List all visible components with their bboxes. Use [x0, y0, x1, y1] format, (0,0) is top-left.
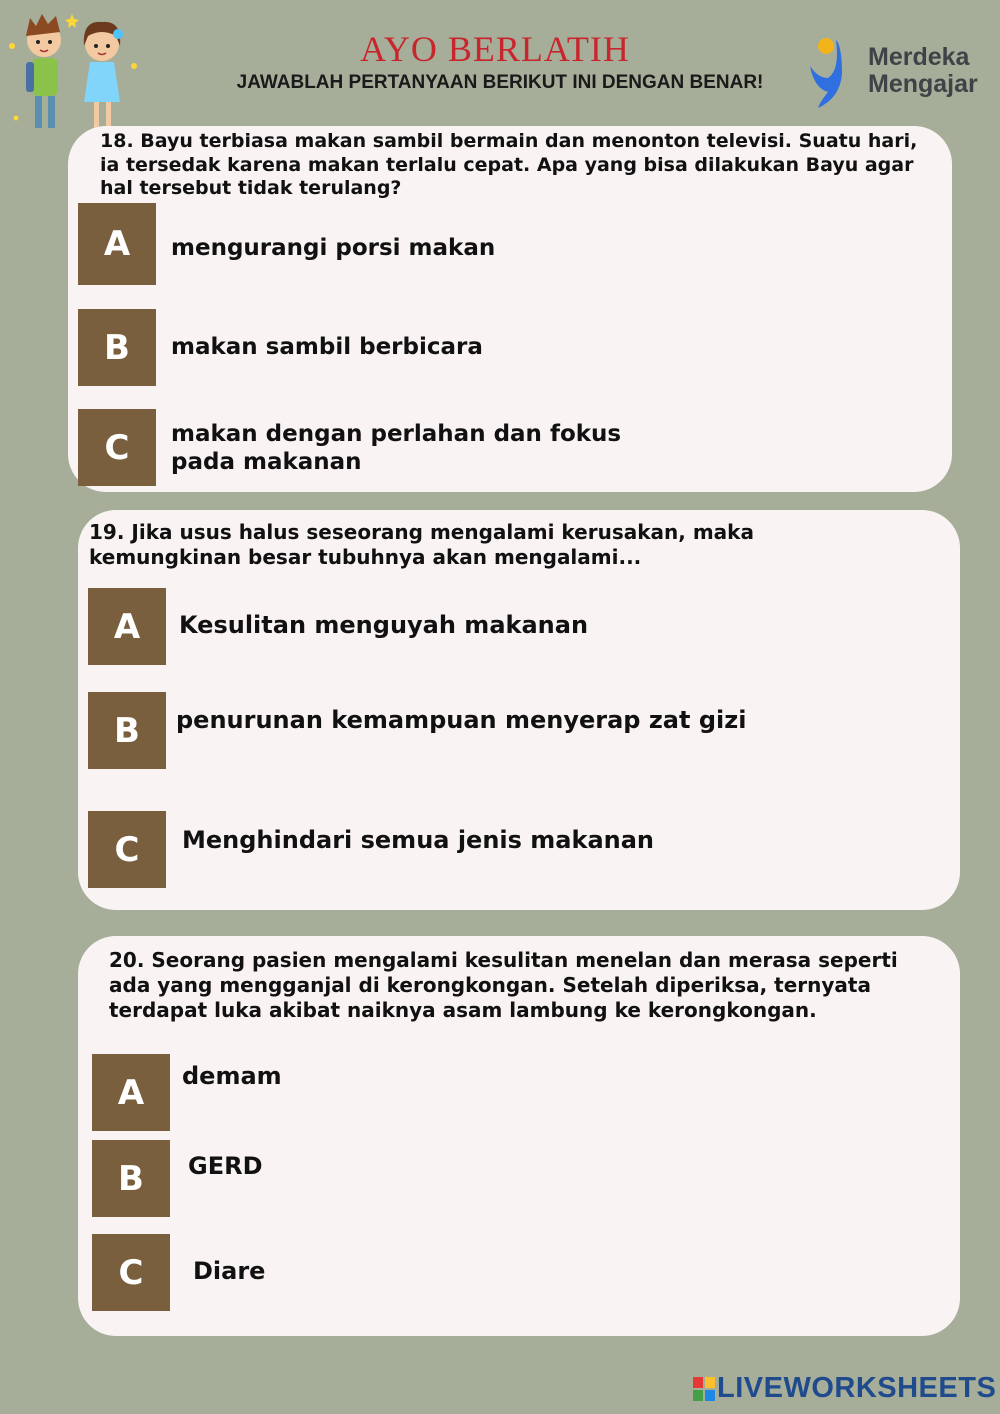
- logo-line-2: Mengajar: [868, 70, 978, 98]
- option-text-19b[interactable]: penurunan kemampuan menyerap zat gizi: [176, 706, 747, 734]
- question-text-20: 20. Seorang pasien mengalami kesulitan menelan dan merasa seperti ada yang mengganjal di kerongkongan. Setelah diperiksa, ternyata terdapat luka akibat naiknya asam lambung ke kerongkongan.: [109, 948, 898, 1022]
- option-text-18b[interactable]: makan sambil berbicara: [171, 334, 483, 360]
- option-text-18a[interactable]: mengurangi porsi makan: [171, 235, 496, 261]
- option-letter-box-18b[interactable]: B: [78, 309, 156, 386]
- option-letter-box-19b[interactable]: B: [88, 692, 166, 769]
- liveworksheets-brand[interactable]: LIVEWORKSHEETS: [717, 1372, 997, 1404]
- option-letter-box-18c[interactable]: C: [78, 409, 156, 486]
- option-text-20b[interactable]: GERD: [188, 1152, 263, 1180]
- merdeka-mengajar-logo-text: [868, 44, 1000, 98]
- question-text-19: 19. Jika usus halus seseorang mengalami kerusakan, maka kemungkinan besar tubuhnya akan mengalami...: [89, 520, 754, 569]
- option-letter-box-20c[interactable]: C: [92, 1234, 170, 1311]
- page-subtitle: JAWABLAH PERTANYAAN BERIKUT INI DENGAN BENAR!: [236, 72, 764, 93]
- kids-illustration: [4, 6, 144, 132]
- option-text-18c[interactable]: makan dengan perlahan dan fokus pada makanan: [171, 421, 622, 475]
- option-letter-box-20b[interactable]: B: [92, 1140, 170, 1217]
- option-text-20c[interactable]: Diare: [193, 1257, 266, 1285]
- option-letter-box-19c[interactable]: C: [88, 811, 166, 888]
- question-text-18: 18. Bayu terbiasa makan sambil bermain dan menonton televisi. Suatu hari, ia tersedak karena makan terlalu cepat. Apa yang bisa dilakukan Bayu agar hal tersebut tidak terulang?: [100, 130, 918, 199]
- option-letter-box-18a[interactable]: A: [78, 203, 156, 285]
- logo-line-1: Merdeka: [868, 43, 970, 71]
- option-letter-box-20a[interactable]: A: [92, 1054, 170, 1131]
- liveworksheets-badge-icon: [693, 1377, 715, 1401]
- merdeka-mengajar-logo-icon: [806, 36, 846, 110]
- page-title: AYO BERLATIH: [360, 29, 630, 69]
- option-text-20a[interactable]: demam: [182, 1062, 282, 1090]
- option-text-19c[interactable]: Menghindari semua jenis makanan: [182, 826, 655, 854]
- option-text-19a[interactable]: Kesulitan menguyah makanan: [179, 611, 589, 639]
- option-letter-box-19a[interactable]: A: [88, 588, 166, 665]
